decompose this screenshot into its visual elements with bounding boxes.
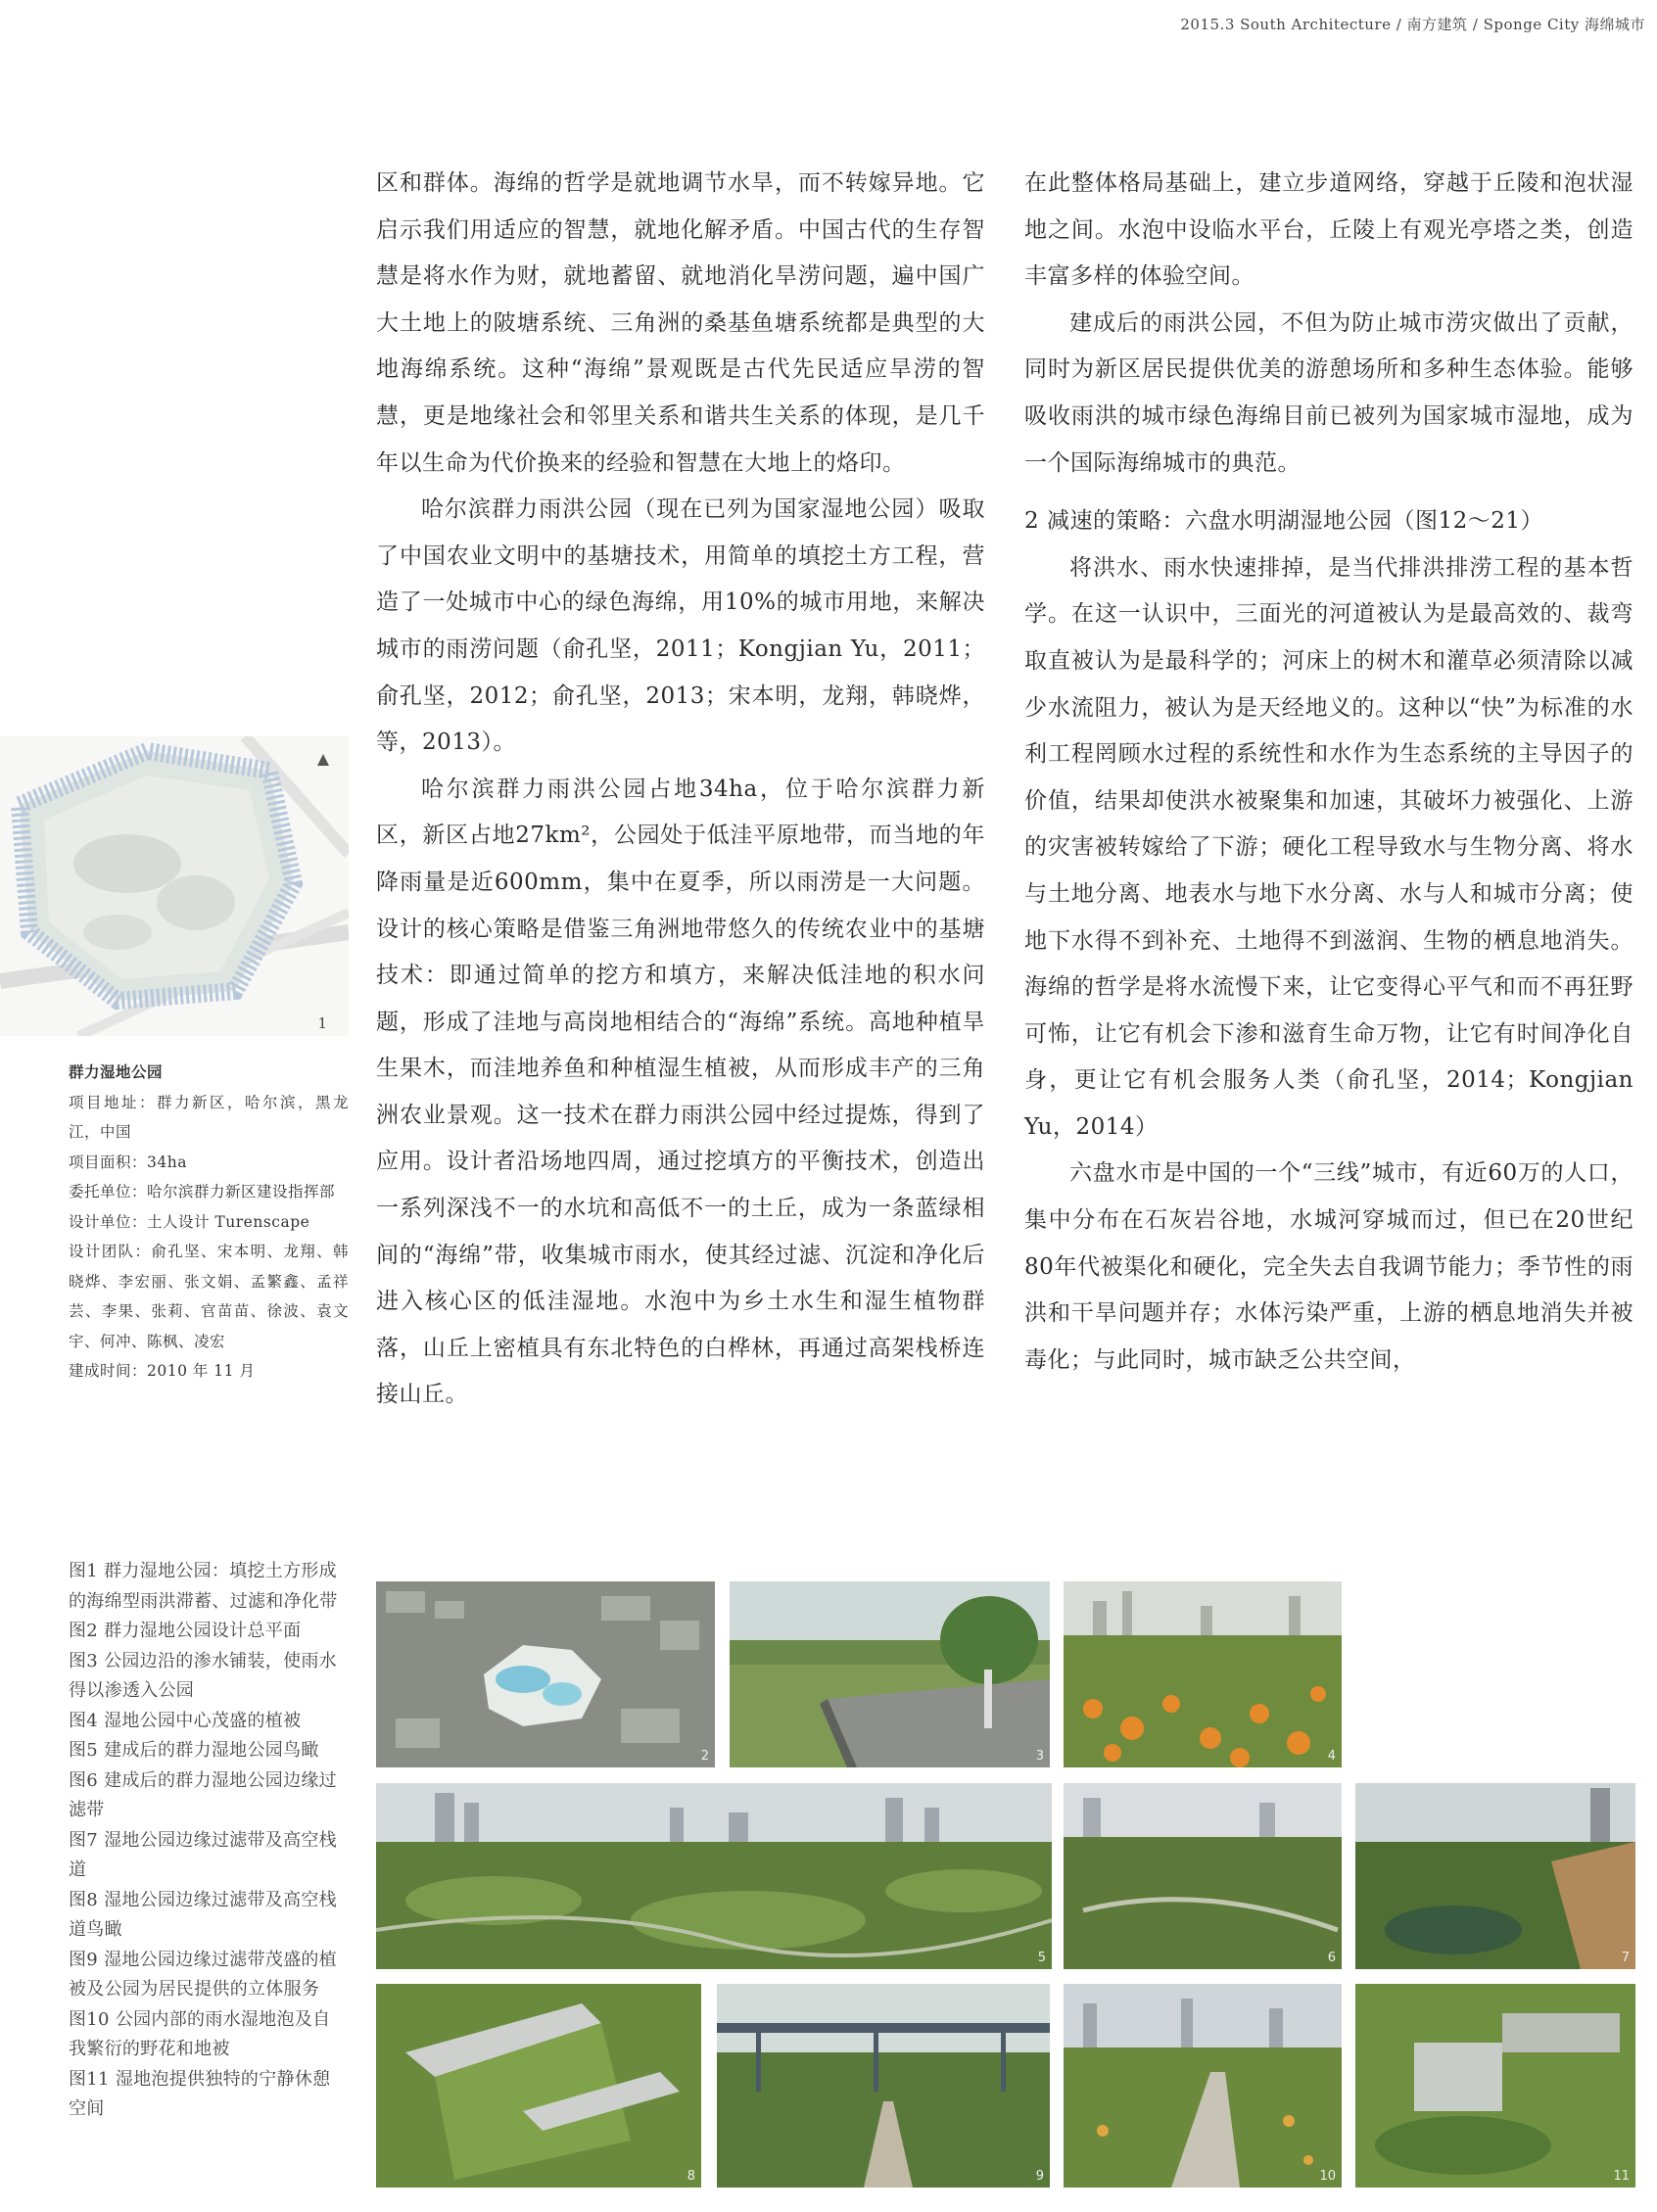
photo-viewing-platform — [730, 1581, 1050, 1767]
project-info-line: 建成时间：2010 年 11 月 — [69, 1362, 256, 1380]
photo-quiet-wetland-platform — [1355, 1984, 1635, 2188]
running-header: 2015.3 South Architecture / 南方建筑 / Sponge City 海绵城市 — [1180, 16, 1645, 33]
project-info-title: 群力湿地公园 — [69, 1062, 164, 1081]
photo-wetland-path-wildflowers — [1064, 1984, 1342, 2188]
photo-edge-filtration-strip — [1064, 1783, 1342, 1969]
photo-orange-wildflowers — [1064, 1581, 1342, 1767]
figure-caption: 图10 公园内部的雨水湿地泡及自我繁衍的野花和地被 — [69, 2008, 331, 2059]
figure-caption: 图7 湿地公园边缘过滤带及高空栈道 — [69, 1829, 337, 1880]
project-info-line: 委托单位：哈尔滨群力新区建设指挥部 — [69, 1183, 336, 1200]
body-column-right — [1024, 161, 1633, 1384]
project-info — [69, 1058, 349, 1387]
figure-number: 11 — [1613, 2169, 1630, 2184]
figure-caption: 图9 湿地公园边缘过滤带茂盛的植被及公园为居民提供的立体服务 — [69, 1949, 337, 2000]
photo-park-aerial-panorama — [376, 1783, 1052, 1969]
project-info-line: 设计团队：俞孔坚、宋本明、龙翔、韩晓烨、李宏丽、张文娟、孟繁鑫、孟祥芸、李果、张莉、官苗苗、徐波、袁文宇、何冲、陈枫、凌宏 — [69, 1243, 349, 1350]
figure-caption: 图8 湿地公园边缘过滤带及高空栈道鸟瞰 — [69, 1889, 337, 1940]
project-info-line: 项目地址：群力新区，哈尔滨，黑龙江，中国 — [69, 1093, 349, 1141]
body-paragraph: 哈尔滨群力雨洪公园占地34ha，位于哈尔滨群力新区，新区占地27km²，公园处于低洼平原地带，而当地的年降雨量是近600mm，集中在夏季，所以雨涝是一大问题。设计的核心策略是借鉴三角洲地带悠久的传统农业中的基塘技术：即通过简单的挖方和填方，来解决低洼地的积水问题，形成了洼地与高岗地相结合的“海绵”系统。高地种植旱生果木，而洼地养鱼和种植湿生植被，从而形成丰产的三角洲农业景观。这一技术在群力雨洪公园中经过提炼，得到了应用。设计者沿场地四周，通过挖填方的平衡技术，创造出一系列深浅不一的水坑和高低不一的土丘，成为一条蓝绿相间的“海绵”带，收集城市雨水，使其经过滤、沉淀和净化后进入核心区的低洼湿地。水泡中为乡土水生和湿生植物群落，山丘上密植具有东北特色的白桦林，再通过高架栈桥连接山丘。 — [376, 776, 985, 1408]
figure-number: 9 — [1035, 2169, 1044, 2184]
figure-caption: 图11 湿地泡提供独特的宁静休憩空间 — [69, 2068, 331, 2119]
photo-skywalk-over-vegetation — [717, 1984, 1050, 2188]
figure-captions — [69, 1557, 343, 2125]
body-paragraph: 区和群体。海绵的哲学是就地调节水旱，而不转嫁异地。它启示我们用适应的智慧，就地化解矛盾。中国古代的生存智慧是将水作为财，就地蓄留、就地消化旱涝问题，遍中国广大土地上的陂塘系统、三角洲的桑基鱼塘系统都是典型的大地海绵系统。这种“海绵”景观既是古代先民适应旱涝的智慧，更是地缘社会和邻里关系和谐共生关系的体现，是几千年以生命为代价换来的经验和智慧在大地上的烙印。 — [376, 170, 985, 476]
body-paragraph: 哈尔滨群力雨洪公园（现在已列为国家湿地公园）吸取了中国农业文明中的基塘技术，用简单的填挖土方工程，营造了一处城市中心的绿色海绵，用10%的城市用地，来解决城市的雨涝问题（俞孔坚，2011；Kongjian Yu，2011；俞孔坚，2012；俞孔坚，2013；宋本明，龙翔，韩晓烨，等，2013）。 — [376, 496, 985, 756]
figure-number: 4 — [1327, 1749, 1336, 1764]
figure-number: 5 — [1037, 1951, 1046, 1965]
figure-number: 3 — [1035, 1749, 1044, 1764]
figure-number: 10 — [1319, 2169, 1336, 2184]
figure-caption: 图1 群力湿地公园：填挖土方形成的海绵型雨洪滞蓄、过滤和净化带 — [69, 1561, 338, 1612]
photo-aerial-park-plan — [376, 1581, 715, 1767]
body-paragraph: 六盘水市是中国的一个“三线”城市，有近60万的人口，集中分布在石灰岩谷地，水城河穿城而过，但已在20世纪80年代被渠化和硬化，完全失去自我调节能力；季节性的雨洪和干旱问题并存；水体污染严重，上游的栖息地消失并被毒化；与此同时，城市缺乏公共空间， — [1024, 1160, 1633, 1373]
figure-number: 7 — [1621, 1951, 1630, 1965]
section-heading: 2 减速的策略：六盘水明湖湿地公园（图12～21） — [1024, 508, 1543, 535]
project-info-line: 项目面积：34ha — [69, 1153, 187, 1171]
photo-walkway-aerial — [376, 1984, 701, 2188]
figure-number: 8 — [686, 2169, 695, 2184]
figure-caption: 图5 建成后的群力湿地公园鸟瞰 — [69, 1740, 319, 1761]
figure-caption: 图3 公园边沿的渗水铺装，使雨水得以渗透入公园 — [69, 1650, 337, 1701]
figure-number: 6 — [1327, 1951, 1336, 1965]
photo-elevated-walkway — [1355, 1783, 1635, 1969]
figure-caption: 图6 建成后的群力湿地公园边缘过滤带 — [69, 1769, 337, 1820]
body-paragraph: 在此整体格局基础上，建立步道网络，穿越于丘陵和泡状湿地之间。水泡中设临水平台，丘陵上有观光亭塔之类，创造丰富多样的体验空间。 — [1024, 170, 1633, 290]
body-column-left — [376, 161, 985, 1419]
figure-1-plan-image — [0, 736, 349, 1036]
body-paragraph: 建成后的雨洪公园，不但为防止城市涝灾做出了贡献，同时为新区居民提供优美的游憩场所和多种生态体验。能够吸收雨洪的城市绿色海绵目前已被列为国家城市湿地，成为一个国际海绵城市的典范。 — [1024, 309, 1633, 476]
project-info-line: 设计单位：土人设计 Turenscape — [69, 1212, 310, 1231]
figure-number: 2 — [700, 1749, 709, 1764]
figure-number: 1 — [317, 1014, 327, 1032]
figure-caption: 图2 群力湿地公园设计总平面 — [69, 1621, 302, 1641]
body-paragraph: 将洪水、雨水快速排掉，是当代排洪排涝工程的基本哲学。在这一认识中，三面光的河道被认为是最高效的、裁弯取直被认为是最科学的；河床上的树木和灌草必须清除以减少水流阻力，被认为是天经地义的。这种以“快”为标准的水利工程罔顾水过程的系统性和水作为生态系统的主导因子的价值，结果却使洪水被聚集和加速，其破坏力被强化、上游的灾害被转嫁给了下游；硬化工程导致水与生物分离、将水与土地分离、地表水与地下水分离、水与人和城市分离；使地下水得不到补充、土地得不到滋润、生物的栖息地消失。海绵的哲学是将水流慢下来，让它变得心平气和而不再狂野可怖，让它有机会下渗和滋育生命万物，让它有时间净化自身，更让它有机会服务人类（俞孔坚，2014；Kongjian Yu，2014） — [1024, 554, 1633, 1140]
figure-caption: 图4 湿地公园中心茂盛的植被 — [69, 1710, 302, 1731]
